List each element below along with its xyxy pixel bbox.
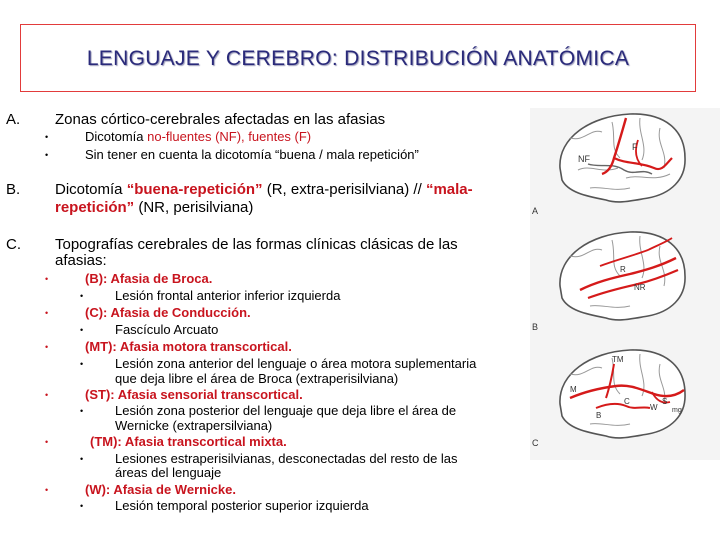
bullet: • <box>80 501 84 511</box>
bullet: • <box>80 291 84 301</box>
page-title: LENGUAJE Y CEREBRO: DISTRIBUCIÓN ANATÓMICA <box>86 47 630 70</box>
bullet: • <box>45 485 49 495</box>
bullet: • <box>80 454 84 464</box>
label-m: M <box>570 385 577 394</box>
title-frame <box>20 24 696 92</box>
label-mg: mg <box>672 407 682 414</box>
aphasia-desc-transcortical-mixta-2: áreas del lenguaje <box>115 465 222 480</box>
section-c-heading-1: Topografías cerebrales de las formas clínicas clásicas de las <box>55 236 458 253</box>
label-f: F <box>632 142 638 152</box>
section-b-line-2: repetición” (NR, perisilviana) <box>55 199 254 216</box>
panel-label-a: A <box>532 206 539 216</box>
bullet: • <box>45 150 49 160</box>
section-a-item-2: Sin tener en cuenta la dicotomía “buena / mala repetición” <box>85 147 419 162</box>
section-b-marker: B. <box>6 181 21 198</box>
label-b: B <box>596 411 602 420</box>
aphasia-desc-transcortical-mixta-1: Lesiones estraperisilvianas, desconectadas del resto de las <box>115 451 458 466</box>
aphasia-desc-wernicke: Lesión temporal posterior superior izquierda <box>115 498 369 513</box>
aphasia-label-broca: (B): Afasia de Broca. <box>85 271 213 286</box>
aphasia-desc-motora-transcortical-1: Lesión zona anterior del lenguaje o área motora suplementaria <box>115 356 477 371</box>
section-a-heading: Zonas córtico-cerebrales afectadas en las afasias <box>55 111 386 128</box>
label-nr: NR <box>634 283 646 292</box>
section-c-marker: C. <box>6 236 21 253</box>
aphasia-label-wernicke: (W): Afasia de Wernicke. <box>85 482 236 497</box>
brain-a <box>532 114 685 216</box>
bullet: • <box>45 132 49 142</box>
label-c: C <box>624 397 630 406</box>
aphasia-desc-sensorial-transcortical-1: Lesión zona posterior del lenguaje que deja libre el área de <box>115 403 457 418</box>
label-s: S <box>662 397 668 406</box>
label-r: R <box>620 265 626 274</box>
section-c-heading-2: afasias: <box>55 252 107 269</box>
aphasia-desc-conduccion: Fascículo Arcuato <box>115 322 219 337</box>
brain-b <box>532 232 685 332</box>
brain-figure <box>530 108 720 460</box>
aphasia-label-motora-transcortical: (MT): Afasia motora transcortical. <box>85 339 292 354</box>
aphasia-desc-sensorial-transcortical-2: Wernicke (extrapersilviana) <box>115 418 273 433</box>
section-b-line-1: Dicotomía “buena-repetición” (R, extra-perisilviana) // “mala- <box>55 181 473 198</box>
aphasia-label-conduccion: (C): Afasia de Conducción. <box>85 305 251 320</box>
label-w: W <box>650 403 658 412</box>
bullet: • <box>45 342 49 352</box>
brain-diagrams <box>530 108 720 460</box>
aphasia-desc-broca: Lesión frontal anterior inferior izquierda <box>115 288 341 303</box>
bullet: • <box>45 308 49 318</box>
dichotomy-highlight: no-fluentes (NF), fuentes (F) <box>147 129 312 144</box>
aphasia-desc-motora-transcortical-2: que deja libre el área de Broca (extraperisilviana) <box>115 371 399 386</box>
bullet: • <box>80 359 84 369</box>
brain-c <box>532 350 685 448</box>
label-nf: NF <box>578 154 590 164</box>
section-a-marker: A. <box>6 111 21 128</box>
bullet: • <box>45 390 49 400</box>
aphasia-label-sensorial-transcortical: (ST): Afasia sensorial transcortical. <box>85 387 303 402</box>
panel-label-c: C <box>532 438 539 448</box>
section-a-item-1: Dicotomía no-fluentes (NF), fuentes (F) <box>85 129 312 144</box>
panel-label-b: B <box>532 322 539 332</box>
bullet: • <box>45 437 49 447</box>
bullet: • <box>80 325 84 335</box>
bullet: • <box>80 406 84 416</box>
aphasia-label-transcortical-mixta: (TM): Afasia transcortical mixta. <box>90 434 287 449</box>
label-tm: TM <box>612 355 624 364</box>
bullet: • <box>45 274 49 284</box>
